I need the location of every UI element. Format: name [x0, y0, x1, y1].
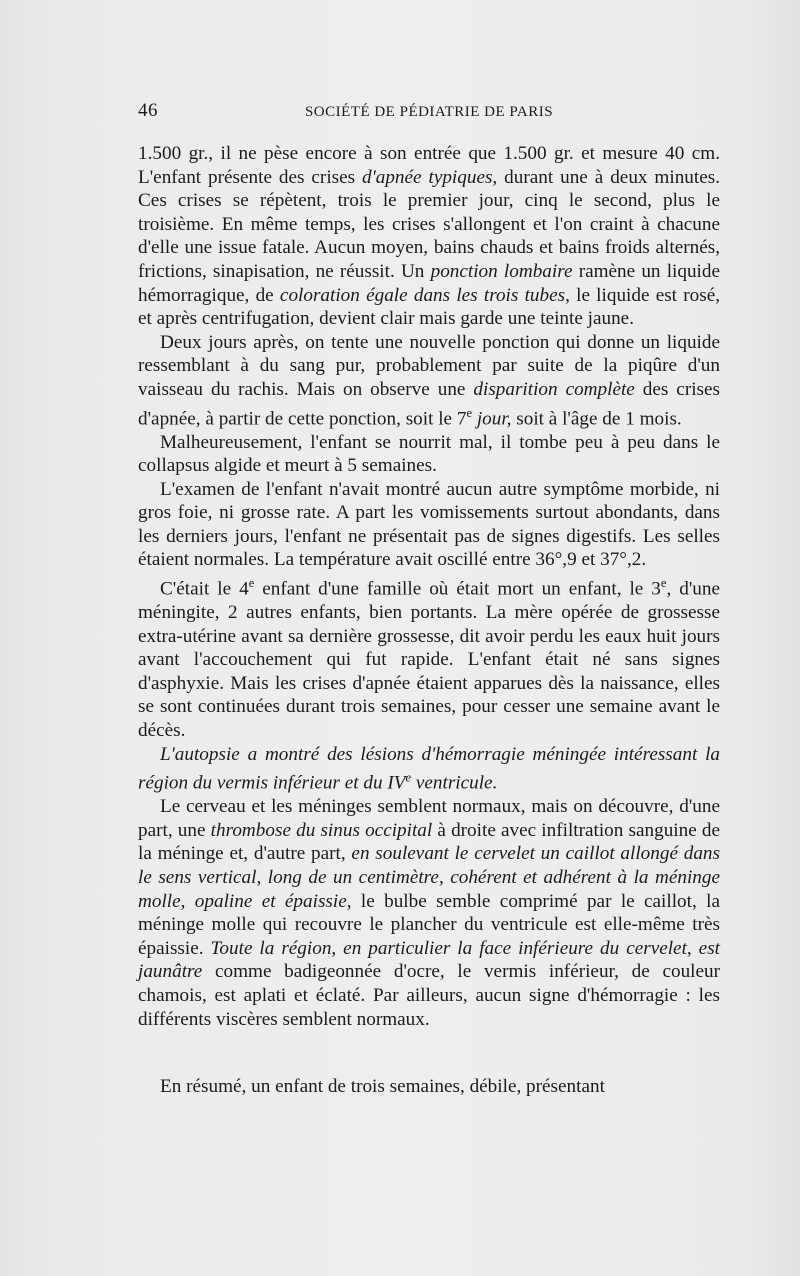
text-run: e	[248, 576, 255, 591]
text-run: thrombose du sinus occipital	[210, 819, 433, 841]
page-number: 46	[138, 100, 158, 121]
text-run: durant une à deux minutes. Ces crises se répètent, trois le premier jour, cinq le second, plus le troisième. En même temps, les crises s'allongent et l'on craint à chacune d'elle une issue fatale. Aucun moyen, bains chauds et bains froids alternés, frictions, sinapisation, ne réussit. Un	[138, 166, 720, 282]
paragraph	[138, 743, 720, 796]
text-run: disparition complète	[473, 378, 635, 400]
text-run: des crises d'apnée, à partir de cette ponction, soit le 7	[138, 378, 720, 429]
text-run: ponction lombaire	[430, 260, 573, 282]
paragraph	[138, 1075, 720, 1099]
body-text	[138, 142, 720, 1099]
paragraph	[138, 431, 720, 478]
paragraph	[138, 142, 720, 331]
text-run: C'était le 4	[160, 578, 249, 600]
text-run: e	[660, 576, 667, 591]
text-run: le bulbe semble comprimé par le caillot, la méninge molle qui recouvre le plancher du ventricule est elle-même très épaissie.	[138, 890, 720, 959]
text-run: e	[405, 770, 412, 785]
italic-text	[477, 408, 512, 429]
paragraph	[138, 572, 720, 743]
italic-text	[362, 167, 497, 188]
paragraph	[138, 795, 720, 1031]
text-run: L'autopsie a montré des lésions d'hémorragie méningée intéressant la région du vermis inférieur et du IV	[138, 743, 720, 794]
text-run: En résumé, un enfant de trois semaines, débile, présentant	[160, 1076, 605, 1098]
text-run: ramène un liquide hémorragique, de	[138, 260, 720, 306]
text-run: ventricule.	[411, 772, 498, 794]
text-run: enfant d'une famille où était mort un enfant, le 3	[254, 578, 661, 600]
italic-text	[211, 820, 433, 841]
text-run: jour,	[476, 407, 512, 429]
italic-text	[280, 285, 570, 306]
text-run: le liquide est rosé, et après centrifugation, devient clair mais garde une teinte jaune.	[138, 284, 721, 330]
text-run: en soulevant le cervelet un caillot allongé dans le sens vertical, long de un centimètre, cohérent et adhérent à la méninge molle, opaline et épaissie,	[138, 843, 720, 912]
text-run: 1.500 gr., il ne pèse encore à son entrée que 1.500 gr. et mesure 40 cm. L'enfant présente des crises	[138, 143, 720, 188]
text-run: , d'une méningite, 2 autres enfants, bien portants. La mère opérée de grossesse extra-utérine avant sa dernière grossesse, dit avoir perdu les eaux huit jours avant l'accouchement qui fut rapide. L'enfant était né sans signes d'asphyxie. Mais les crises d'apnée étaient apparues dès la naissance, elles se sont continuées durant trois semaines, pour cesser une semaine avant le décès.	[138, 578, 720, 742]
text-run: Deux jours après, on tente une nouvelle ponction qui donne un liquide ressemblant à du sang pur, probablement par suite de la piqûre d'un vaisseau du rachis. Mais on observe une	[138, 331, 720, 400]
text-run: Malheureusement, l'enfant se nourrit mal, il tombe peu à peu dans le collapsus algide et meurt à 5 semaines.	[138, 431, 720, 477]
paragraph	[138, 478, 720, 572]
text-run: L'examen de l'enfant n'avait montré aucun autre symptôme morbide, ni gros foie, ni grosse rate. A part les vomissements surtout abondants, dans les derniers jours, l'enfant ne présentait pas de signes digestifs. Les selles étaient normales. La température avait oscillé entre 36°,9 et 37°,2.	[138, 478, 720, 571]
text-run: e	[466, 405, 473, 420]
italic-text	[473, 379, 634, 400]
italic-text	[411, 773, 497, 794]
page-header	[138, 100, 720, 126]
text-run: d'apnée typiques,	[362, 166, 498, 188]
text-run: comme badigeonnée d'ocre, le vermis inférieur, de couleur chamois, est aplati et éclaté. Par ailleurs, aucun signe d'hémorragie : les différents viscères semblent normaux.	[138, 961, 720, 1030]
text-run: à droite avec infiltration sanguine de la méninge et, d'autre part,	[138, 819, 720, 865]
text-run: Le cerveau et les méninges semblent normaux, mais on découvre, d'une part, une	[138, 796, 720, 841]
text-run: Toute la région, en particulier la face inférieure du cervelet, est jaunâtre	[138, 937, 720, 983]
italic-text	[431, 261, 573, 282]
text-run: soit à l'âge de 1 mois.	[511, 407, 682, 429]
text-run: coloration égale dans les trois tubes,	[279, 284, 570, 306]
paragraph	[138, 331, 720, 431]
running-head: SOCIÉTÉ DE PÉDIATRIE DE PARIS	[304, 104, 554, 120]
